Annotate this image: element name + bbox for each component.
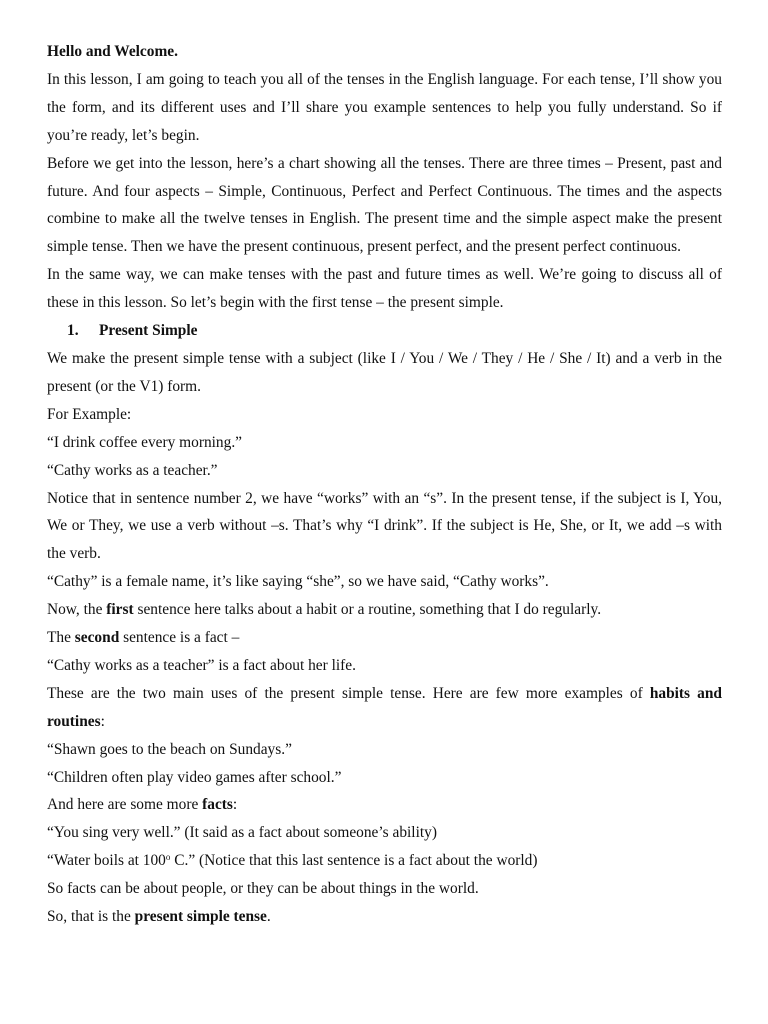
example-sentence: “Cathy works as a teacher.”	[47, 461, 218, 479]
document-page	[47, 38, 722, 931]
fact-example: “You sing very well.” (It said as a fact about someone’s ability)	[47, 824, 437, 842]
section-heading	[47, 317, 722, 345]
first-sentence-paragraph: Now, the first sentence here talks about a habit or a routine, something that I do regularly.	[47, 601, 602, 619]
fact-life-paragraph: “Cathy works as a teacher” is a fact about her life.	[47, 656, 356, 674]
section-title: Present Simple	[99, 322, 198, 340]
intro-paragraph: In this lesson, I am going to teach you all of the tenses in the English language. For each tense, I’ll show you the form, and its different uses and I’ll share you example sentences to help you fully understand. So if you’re ready, let’s begin.	[47, 70, 722, 144]
people-things-paragraph: So facts can be about people, or they can be about things in the world.	[47, 880, 479, 898]
form-paragraph: We make the present simple tense with a subject (like I / You / We / They / He / She / It) and a verb in the present (or the V1) form.	[47, 349, 722, 395]
same-way-paragraph: In the same way, we can make tenses with the past and future times as well. We’re going to discuss all of these in this lesson. So let’s begin with the first tense – the present simple.	[47, 266, 722, 312]
fact-example: “Water boils at 100$^o$ C.” (Notice that this last sentence is a fact about the world)	[47, 852, 538, 870]
closing-paragraph: So, that is the present simple tense.	[47, 908, 271, 926]
section-number: 1.	[67, 322, 79, 340]
second-sentence-paragraph: The second sentence is a fact –	[47, 629, 240, 647]
habit-example: “Children often play video games after school.”	[47, 768, 342, 786]
chart-paragraph: Before we get into the lesson, here’s a chart showing all the tenses. There are three times – Present, past and future. And four aspects – Simple, Continuous, Perfect and Perfect Continuous. The times and the aspects combine to make all the twelve tenses in English. The present time and the simple aspect make the present simple tense. Then we have the present continuous, present perfect, and the present perfect continuous.	[47, 154, 722, 256]
cathy-paragraph: “Cathy” is a female name, it’s like saying “she”, so we have said, “Cathy works”.	[47, 573, 549, 591]
habit-example: “Shawn goes to the beach on Sundays.”	[47, 740, 292, 758]
greeting-heading: Hello and Welcome.	[47, 43, 178, 60]
more-facts-paragraph: And here are some more facts:	[47, 796, 238, 814]
uses-paragraph: These are the two main uses of the present simple tense. Here are few more examples of habits and routines:	[47, 684, 722, 730]
for-example-label: For Example:	[47, 405, 132, 423]
example-sentence: “I drink coffee every morning.”	[47, 433, 243, 451]
notice-paragraph: Notice that in sentence number 2, we have “works” with an “s”. In the present tense, if the subject is I, You, We or They, we use a verb without –s. That’s why “I drink”. If the subject is He, She, or It, we add –s with the verb.	[47, 489, 722, 563]
